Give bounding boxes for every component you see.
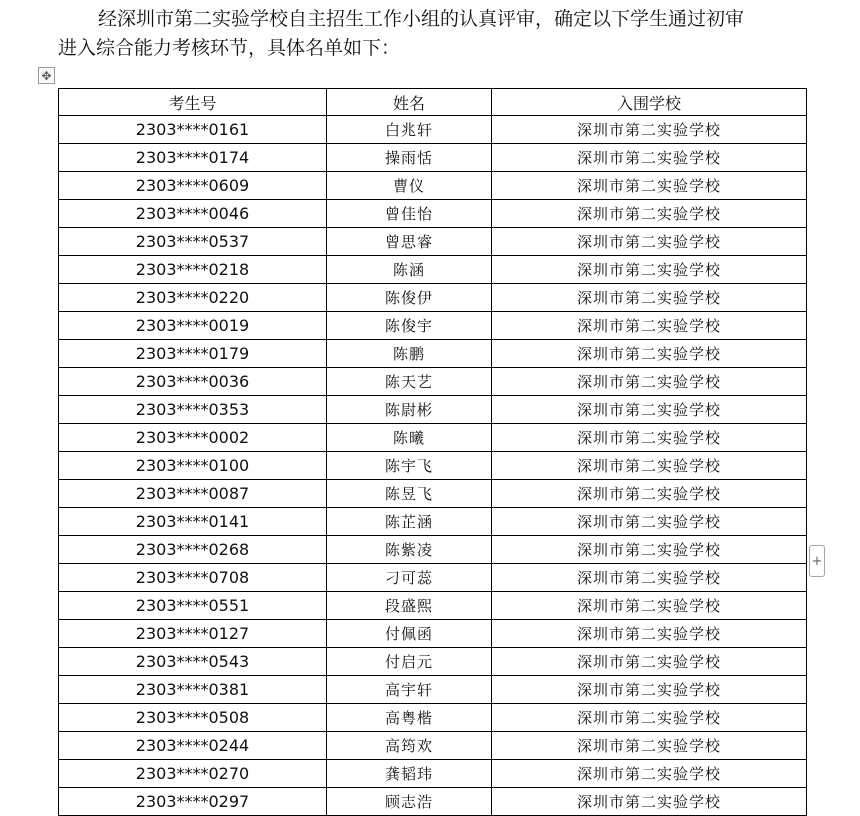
intro-paragraph <box>58 5 818 63</box>
student-name-cell: 陈俊宇 <box>327 312 492 340</box>
table-row <box>59 564 807 592</box>
plus-icon: + <box>811 553 823 569</box>
school-cell: 深圳市第二实验学校 <box>492 788 807 816</box>
table-move-handle[interactable] <box>38 67 55 84</box>
exam-id-cell: 2303****0127 <box>59 620 327 648</box>
exam-id-cell: 2303****0002 <box>59 424 327 452</box>
intro-line-1: 经深圳市第二实验学校自主招生工作小组的认真评审，确定以下学生通过初审 <box>98 8 745 30</box>
student-name-cell: 陈芷涵 <box>327 508 492 536</box>
table-row <box>59 508 807 536</box>
exam-id-cell: 2303****0268 <box>59 536 327 564</box>
exam-id-cell: 2303****0019 <box>59 312 327 340</box>
move-icon: ✥ <box>41 68 52 83</box>
student-name-cell: 付佩函 <box>327 620 492 648</box>
student-name-cell: 顾志浩 <box>327 788 492 816</box>
table-row <box>59 760 807 788</box>
school-cell: 深圳市第二实验学校 <box>492 732 807 760</box>
school-cell: 深圳市第二实验学校 <box>492 592 807 620</box>
school-cell: 深圳市第二实验学校 <box>492 340 807 368</box>
table-row <box>59 228 807 256</box>
exam-id-cell: 2303****0381 <box>59 676 327 704</box>
school-cell: 深圳市第二实验学校 <box>492 312 807 340</box>
table-row <box>59 648 807 676</box>
school-cell: 深圳市第二实验学校 <box>492 172 807 200</box>
school-cell: 深圳市第二实验学校 <box>492 424 807 452</box>
exam-id-cell: 2303****0270 <box>59 760 327 788</box>
table-row <box>59 480 807 508</box>
school-cell: 深圳市第二实验学校 <box>492 144 807 172</box>
table-row <box>59 144 807 172</box>
school-cell: 深圳市第二实验学校 <box>492 200 807 228</box>
table-row <box>59 536 807 564</box>
student-name-cell: 陈宇飞 <box>327 452 492 480</box>
table-row <box>59 312 807 340</box>
table-row <box>59 116 807 144</box>
table-row <box>59 368 807 396</box>
exam-id-cell: 2303****0141 <box>59 508 327 536</box>
exam-id-cell: 2303****0161 <box>59 116 327 144</box>
table-row <box>59 284 807 312</box>
student-name-cell: 段盛熙 <box>327 592 492 620</box>
header-exam-id: 考生号 <box>59 89 327 116</box>
table-row <box>59 256 807 284</box>
school-cell: 深圳市第二实验学校 <box>492 284 807 312</box>
table-row <box>59 732 807 760</box>
header-school: 入围学校 <box>492 89 807 116</box>
table-body <box>59 116 807 816</box>
exam-id-cell: 2303****0220 <box>59 284 327 312</box>
student-name-cell: 龚韬玮 <box>327 760 492 788</box>
add-row-button[interactable] <box>809 545 825 577</box>
exam-id-cell: 2303****0179 <box>59 340 327 368</box>
student-name-cell: 高宇轩 <box>327 676 492 704</box>
student-name-cell: 高粤楷 <box>327 704 492 732</box>
exam-id-cell: 2303****0353 <box>59 396 327 424</box>
school-cell: 深圳市第二实验学校 <box>492 620 807 648</box>
exam-id-cell: 2303****0174 <box>59 144 327 172</box>
school-cell: 深圳市第二实验学校 <box>492 760 807 788</box>
student-name-cell: 陈昱飞 <box>327 480 492 508</box>
school-cell: 深圳市第二实验学校 <box>492 648 807 676</box>
student-name-cell: 曾思睿 <box>327 228 492 256</box>
school-cell: 深圳市第二实验学校 <box>492 396 807 424</box>
exam-id-cell: 2303****0609 <box>59 172 327 200</box>
school-cell: 深圳市第二实验学校 <box>492 116 807 144</box>
student-name-cell: 高筠欢 <box>327 732 492 760</box>
exam-id-cell: 2303****0537 <box>59 228 327 256</box>
student-name-cell: 刁可蕊 <box>327 564 492 592</box>
table-row <box>59 340 807 368</box>
student-name-cell: 陈天艺 <box>327 368 492 396</box>
table-row <box>59 704 807 732</box>
exam-id-cell: 2303****0036 <box>59 368 327 396</box>
candidate-table <box>58 88 807 816</box>
student-name-cell: 操雨恬 <box>327 144 492 172</box>
school-cell: 深圳市第二实验学校 <box>492 508 807 536</box>
exam-id-cell: 2303****0551 <box>59 592 327 620</box>
table-row <box>59 396 807 424</box>
school-cell: 深圳市第二实验学校 <box>492 676 807 704</box>
exam-id-cell: 2303****0297 <box>59 788 327 816</box>
table-row <box>59 172 807 200</box>
student-name-cell: 陈涵 <box>327 256 492 284</box>
school-cell: 深圳市第二实验学校 <box>492 368 807 396</box>
exam-id-cell: 2303****0543 <box>59 648 327 676</box>
school-cell: 深圳市第二实验学校 <box>492 704 807 732</box>
table-row <box>59 676 807 704</box>
student-name-cell: 付启元 <box>327 648 492 676</box>
school-cell: 深圳市第二实验学校 <box>492 228 807 256</box>
student-name-cell: 曾佳怡 <box>327 200 492 228</box>
table-row <box>59 200 807 228</box>
exam-id-cell: 2303****0046 <box>59 200 327 228</box>
table-row <box>59 452 807 480</box>
table-row <box>59 788 807 816</box>
table-row <box>59 620 807 648</box>
student-name-cell: 白兆轩 <box>327 116 492 144</box>
school-cell: 深圳市第二实验学校 <box>492 564 807 592</box>
intro-line-2: 进入综合能力考核环节，具体名单如下： <box>58 37 401 59</box>
exam-id-cell: 2303****0100 <box>59 452 327 480</box>
table-header-row <box>59 89 807 116</box>
school-cell: 深圳市第二实验学校 <box>492 452 807 480</box>
table-row <box>59 424 807 452</box>
school-cell: 深圳市第二实验学校 <box>492 480 807 508</box>
student-name-cell: 曹仪 <box>327 172 492 200</box>
exam-id-cell: 2303****0508 <box>59 704 327 732</box>
exam-id-cell: 2303****0708 <box>59 564 327 592</box>
exam-id-cell: 2303****0218 <box>59 256 327 284</box>
student-name-cell: 陈曦 <box>327 424 492 452</box>
table-row <box>59 592 807 620</box>
school-cell: 深圳市第二实验学校 <box>492 256 807 284</box>
student-name-cell: 陈俊伊 <box>327 284 492 312</box>
header-name: 姓名 <box>327 89 492 116</box>
student-name-cell: 陈紫凌 <box>327 536 492 564</box>
exam-id-cell: 2303****0244 <box>59 732 327 760</box>
student-name-cell: 陈尉彬 <box>327 396 492 424</box>
school-cell: 深圳市第二实验学校 <box>492 536 807 564</box>
exam-id-cell: 2303****0087 <box>59 480 327 508</box>
student-name-cell: 陈鹏 <box>327 340 492 368</box>
